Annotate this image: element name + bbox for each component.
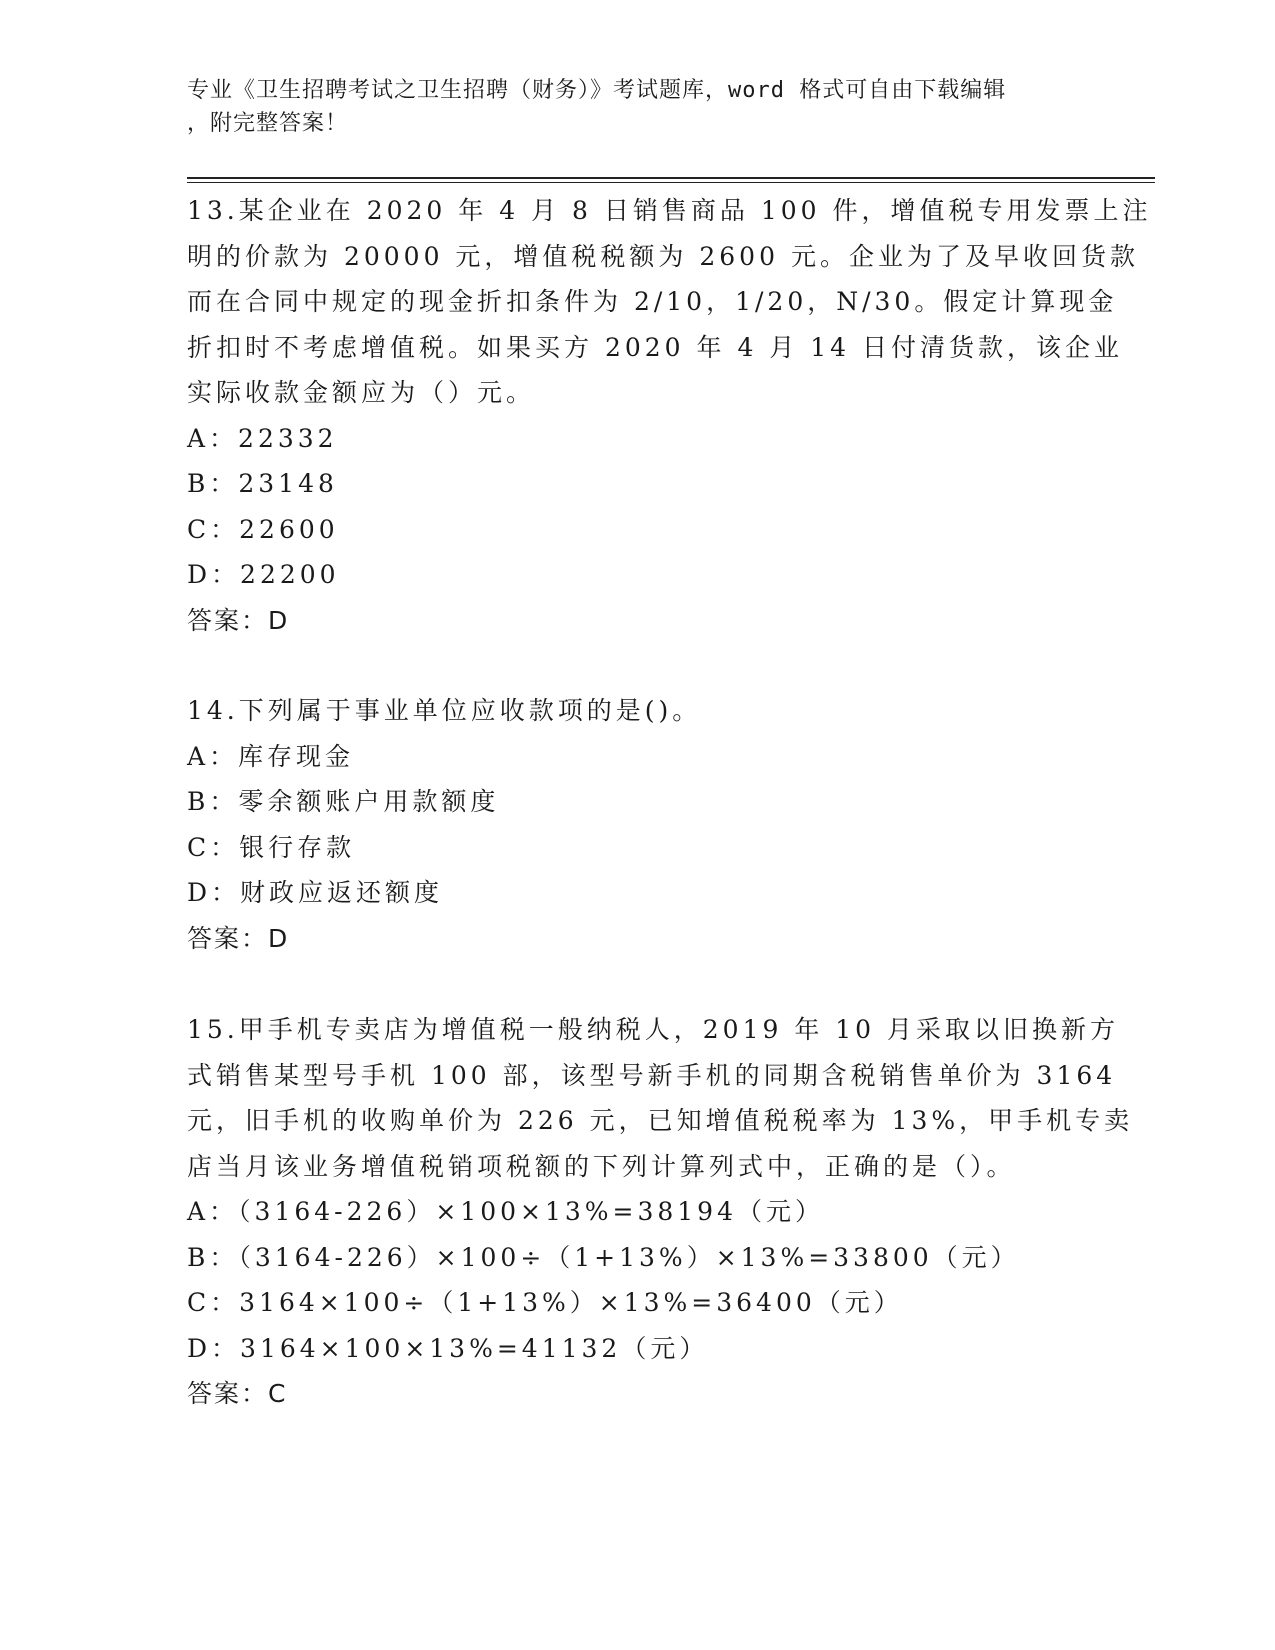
- question-stem-line: 折扣时不考虑增值税。如果买方 2020 年 4 月 14 日付清货款，该企业: [187, 332, 1124, 362]
- option-a: A：22332: [187, 423, 338, 453]
- option-c: C：22600: [187, 514, 339, 544]
- option-b: B：（3164-226）×100÷（1+13%）×13%=33800（元）: [187, 1242, 1020, 1272]
- question-stem-line: 而在合同中规定的现金折扣条件为 2/10，1/20，N/30。假定计算现金: [187, 287, 1118, 316]
- option-b: B：23148: [187, 469, 338, 498]
- answer-line: 答案：D: [187, 605, 290, 635]
- question-stem-line: 实际收款金额应为（）元。: [187, 378, 536, 407]
- header-line-2: ，附完整答案！: [187, 111, 349, 136]
- answer-line: 答案：C: [187, 1379, 288, 1408]
- option-c: C：银行存款: [187, 832, 356, 862]
- question-stem-line: 明的价款为 20000 元，增值税税额为 2600 元。企业为了及早收回货款: [187, 241, 1139, 271]
- question-stem-line: 15.甲手机专卖店为增值税一般纳税人，2019 年 10 月采取以旧换新方: [187, 1015, 1120, 1044]
- question-stem-line: 14.下列属于事业单位应收款项的是()。: [187, 696, 702, 725]
- question-stem-line: 式销售某型号手机 100 部，该型号新手机的同期含税销售单价为 3164: [187, 1060, 1117, 1090]
- question-stem-line: 店当月该业务增值税销项税额的下列计算列式中，正确的是（）。: [187, 1151, 1016, 1181]
- option-a: A：（3164-226）×100×13%=38194（元）: [187, 1197, 824, 1226]
- option-d: D：财政应返还额度: [187, 878, 444, 907]
- option-c: C：3164×100÷（1+13%）×13%=36400（元）: [187, 1288, 903, 1317]
- header-divider-thin: [187, 182, 1155, 183]
- option-a: A：库存现金: [187, 741, 355, 771]
- option-d: D：22200: [187, 560, 340, 589]
- option-d: D：3164×100×13%=41132（元）: [187, 1333, 709, 1363]
- question-13: [187, 188, 1152, 643]
- document-header: [187, 74, 1087, 140]
- header-line-1: 专业《卫生招聘考试之卫生招聘（财务）》考试题库，word 格式可自由下载编辑: [187, 78, 1007, 103]
- question-15: [187, 1007, 1134, 1417]
- option-b: B：零余额账户用款额度: [187, 787, 500, 816]
- answer-line: 答案：D: [187, 923, 290, 953]
- header-divider-thick: [187, 177, 1155, 179]
- question-stem-line: 元，旧手机的收购单价为 226 元，已知增值税税率为 13%，甲手机专卖: [187, 1106, 1134, 1135]
- question-14: [187, 688, 1087, 961]
- question-stem-line: 13.某企业在 2020 年 4 月 8 日销售商品 100 件，增值税专用发票上注: [187, 196, 1152, 225]
